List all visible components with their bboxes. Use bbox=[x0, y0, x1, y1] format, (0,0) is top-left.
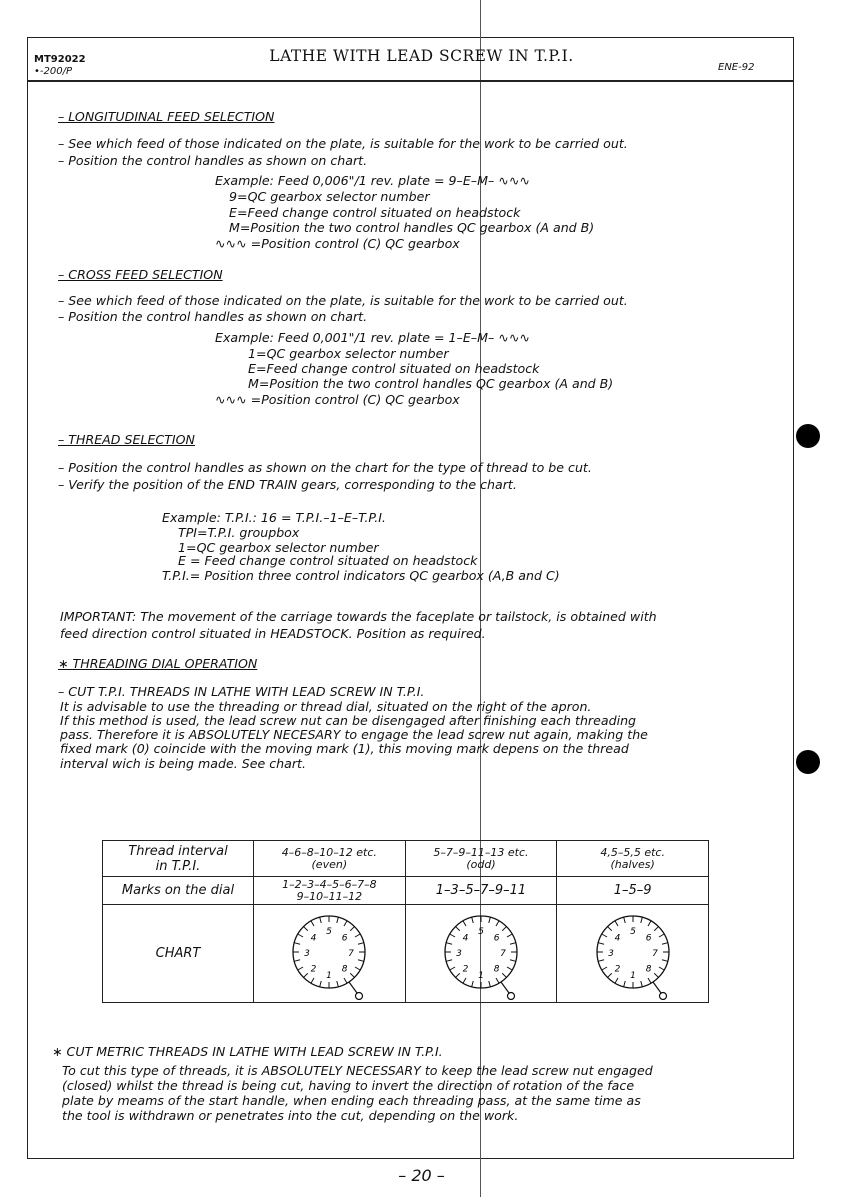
dial-tick bbox=[507, 934, 512, 937]
dial-tick bbox=[662, 959, 668, 961]
dial-tick bbox=[295, 959, 301, 961]
dial-tick bbox=[456, 926, 460, 930]
dial-tick bbox=[659, 967, 664, 970]
page-title: LATHE WITH LEAD SCREW IN T.P.I. bbox=[269, 47, 574, 65]
example-line: 1=QC gearbox selector number bbox=[178, 540, 379, 555]
cell-text: 9–10–11–12 bbox=[296, 889, 363, 903]
table-row bbox=[103, 841, 709, 877]
doc-code-main: MT92022 bbox=[34, 54, 86, 65]
dial-number: 2 bbox=[310, 964, 317, 975]
cell-text: in T.P.I. bbox=[155, 858, 201, 874]
dial-tick bbox=[601, 967, 606, 970]
text-line: – See which feed of those indicated on the plate, is suitable for the work to be carried out. bbox=[58, 136, 628, 151]
important-line: IMPORTANT: The movement of the carriage towards the faceplate or tailstock, is obtained with bbox=[60, 609, 657, 624]
thread-dial-table bbox=[102, 840, 709, 1003]
section-heading-metric: ∗ CUT METRIC THREADS IN LATHE WITH LEAD SCREW IN T.P.I. bbox=[52, 1044, 443, 1059]
example-line: T.P.I.= Position three control indicators QC gearbox (A,B and C) bbox=[162, 568, 560, 583]
cell-text: (halves) bbox=[610, 857, 655, 871]
page-number: – 20 – bbox=[398, 1166, 445, 1185]
dial-tick bbox=[507, 967, 512, 970]
dial-tick bbox=[598, 959, 604, 961]
dial-tick bbox=[654, 926, 658, 930]
text-line: fixed mark (0) coincide with the moving mark (1), this moving mark depens on the thread bbox=[60, 741, 629, 756]
dial-tick bbox=[351, 973, 355, 977]
dial-tick bbox=[311, 920, 314, 925]
dial-number: 3 bbox=[607, 948, 614, 959]
table-label-cell: Marks on the dial bbox=[103, 877, 254, 905]
dial-tick bbox=[489, 980, 491, 986]
dial-number: 6 bbox=[493, 932, 500, 943]
dial-tick bbox=[601, 934, 606, 937]
dial-number: 5 bbox=[478, 926, 484, 937]
dial-tick bbox=[298, 967, 303, 970]
dial-tick bbox=[295, 942, 301, 944]
section-heading-thread: – THREAD SELECTION bbox=[58, 432, 195, 447]
dial-number: 2 bbox=[462, 964, 469, 975]
table-row bbox=[103, 905, 709, 1003]
dial-tick bbox=[311, 977, 314, 982]
example-line: TPI=T.P.I. groupbox bbox=[178, 525, 300, 540]
dial-tick bbox=[654, 973, 658, 977]
cell-text: 1–2–3–4–5–6–7–8 bbox=[282, 877, 377, 891]
dial-tick bbox=[510, 959, 516, 961]
pointer-line bbox=[501, 982, 509, 993]
dial-tick bbox=[446, 942, 452, 944]
dial-tick bbox=[623, 917, 625, 923]
example-line: Example: Feed 0,006"/1 rev. plate = 9–E–M– ∿∿∿ bbox=[215, 173, 530, 188]
doc-ref: ENE-92 bbox=[718, 62, 755, 73]
dial-number: 8 bbox=[493, 964, 500, 975]
dial-number: 3 bbox=[304, 948, 311, 959]
dial-tick bbox=[496, 977, 499, 982]
fixed-mark bbox=[659, 992, 666, 999]
dial-tick bbox=[607, 926, 611, 930]
table-cell bbox=[254, 841, 406, 877]
dial-tick bbox=[648, 920, 651, 925]
text-line: the tool is withdrawn or penetrates into the cut, depending on the work. bbox=[62, 1108, 519, 1123]
dial-tick bbox=[304, 973, 308, 977]
example-line: E = Feed change control situated on headstock bbox=[178, 553, 478, 568]
dial-tick bbox=[598, 942, 604, 944]
dial-tick bbox=[450, 967, 455, 970]
dial-tick bbox=[355, 934, 360, 937]
dial-tick bbox=[648, 977, 651, 982]
table-cell bbox=[557, 841, 709, 877]
cell-text: 4,5–5,5 etc. bbox=[600, 845, 665, 859]
dial-number: 7 bbox=[348, 948, 355, 959]
dial-number: 1 bbox=[629, 970, 636, 981]
example-line: E=Feed change control situated on headstock bbox=[229, 205, 521, 220]
dial-tick bbox=[615, 920, 618, 925]
fixed-mark bbox=[507, 992, 514, 999]
dial-tick bbox=[463, 977, 466, 982]
table-cell bbox=[254, 877, 406, 905]
dial-tick bbox=[662, 942, 668, 944]
cell-text: (odd) bbox=[466, 857, 496, 871]
thread-dial-icon bbox=[426, 908, 536, 1000]
dial-tick bbox=[304, 926, 308, 930]
pointer-line bbox=[653, 982, 661, 993]
example-line: M=Position the two control handles QC gearbox (A and B) bbox=[248, 376, 614, 391]
dial-tick bbox=[446, 959, 452, 961]
dial-tick bbox=[320, 917, 322, 923]
table-cell bbox=[405, 841, 557, 877]
dial-tick bbox=[472, 917, 474, 923]
table-cell: 1–5–9 bbox=[557, 877, 709, 905]
dial-number: 7 bbox=[500, 948, 506, 959]
dial-tick bbox=[640, 917, 642, 923]
section-heading-longitudinal: – LONGITUDINAL FEED SELECTION bbox=[58, 109, 275, 124]
cell-text: 4–6–8–10–12 etc. bbox=[281, 845, 377, 859]
dial-number: 6 bbox=[645, 932, 652, 943]
dial-number: 6 bbox=[342, 932, 348, 943]
dial-number: 5 bbox=[326, 926, 333, 937]
dial-number: 1 bbox=[326, 970, 333, 981]
dial-tick bbox=[623, 980, 625, 986]
doc-code-sub: •-200/P bbox=[34, 66, 72, 77]
example-line: Example: Feed 0,001"/1 rev. plate = 1–E–M– ∿∿∿ bbox=[215, 330, 530, 345]
cell-text: (even) bbox=[311, 857, 348, 871]
dial-tick bbox=[355, 967, 360, 970]
dial-tick bbox=[607, 973, 611, 977]
dial-tick bbox=[615, 977, 618, 982]
dial-number: 4 bbox=[310, 932, 317, 943]
dial-number: 7 bbox=[651, 948, 658, 959]
dial-tick bbox=[640, 980, 642, 986]
dial-tick bbox=[298, 934, 303, 937]
dial-number: 1 bbox=[478, 970, 484, 981]
dial-tick bbox=[344, 920, 347, 925]
example-line: 9=QC gearbox selector number bbox=[229, 189, 430, 204]
table-label-cell bbox=[103, 841, 254, 877]
subheading: – CUT T.P.I. THREADS IN LATHE WITH LEAD SCREW IN T.P.I. bbox=[58, 684, 425, 699]
dial-tick bbox=[450, 934, 455, 937]
table-cell bbox=[557, 905, 709, 1003]
text-line: pass. Therefore it is ABSOLUTELY NECESARY to engage the lead screw nut again, making the bbox=[60, 727, 648, 742]
dial-number: 3 bbox=[456, 948, 462, 959]
dial-tick bbox=[344, 977, 347, 982]
text-line: plate by meams of the start handle, when ending each threading pass, at the same time as bbox=[62, 1093, 641, 1108]
text-line: – Position the control handles as shown on chart. bbox=[58, 309, 368, 324]
pointer-line bbox=[349, 982, 357, 993]
dial-number: 2 bbox=[614, 964, 620, 975]
example-line: Example: T.P.I.: 16 = T.P.I.–1–E–T.P.I. bbox=[162, 510, 386, 525]
dial-tick bbox=[337, 980, 339, 986]
dial-tick bbox=[502, 926, 506, 930]
fixed-mark bbox=[356, 992, 363, 999]
text-line: – Verify the position of the END TRAIN gears, corresponding to the chart. bbox=[58, 477, 517, 492]
section-heading-dial: ∗ THREADING DIAL OPERATION bbox=[58, 656, 258, 671]
example-line: ∿∿∿ =Position control (C) QC gearbox bbox=[215, 236, 460, 251]
table-row bbox=[103, 877, 709, 905]
punch-hole bbox=[796, 424, 820, 448]
text-line: If this method is used, the lead screw nut can be disengaged after finishing each threading bbox=[60, 713, 637, 728]
dial-tick bbox=[502, 973, 506, 977]
text-line: To cut this type of threads, it is ABSOLUTELY NECESSARY to keep the lead screw nut engaged bbox=[62, 1063, 653, 1078]
dial-tick bbox=[463, 920, 466, 925]
example-line: E=Feed change control situated on headstock bbox=[248, 361, 540, 376]
dial-tick bbox=[489, 917, 491, 923]
dial-tick bbox=[320, 980, 322, 986]
dial-tick bbox=[456, 973, 460, 977]
text-line: (closed) whilst the thread is being cut, having to invert the direction of rotation of the face bbox=[62, 1078, 635, 1093]
dial-tick bbox=[358, 959, 364, 961]
dial-tick bbox=[351, 926, 355, 930]
thread-dial-icon bbox=[578, 908, 688, 1000]
text-line: interval wich is being made. See chart. bbox=[60, 756, 306, 771]
table-cell: 1–3–5–7–9–11 bbox=[405, 877, 557, 905]
text-line: – Position the control handles as shown on the chart for the type of thread to be cut. bbox=[58, 460, 592, 475]
example-line: M=Position the two control handles QC gearbox (A and B) bbox=[229, 220, 595, 235]
important-line: feed direction control situated in HEADSTOCK. Position as required. bbox=[60, 626, 486, 641]
text-line: – Position the control handles as shown on chart. bbox=[58, 153, 368, 168]
text-line: – See which feed of those indicated on the plate, is suitable for the work to be carried out. bbox=[58, 293, 628, 308]
dial-tick bbox=[496, 920, 499, 925]
example-line: ∿∿∿ =Position control (C) QC gearbox bbox=[215, 392, 460, 407]
table-cell bbox=[405, 905, 557, 1003]
dial-tick bbox=[510, 942, 516, 944]
dial-tick bbox=[358, 942, 364, 944]
dial-tick bbox=[659, 934, 664, 937]
dial-number: 8 bbox=[342, 964, 348, 975]
dial-number: 4 bbox=[614, 932, 620, 943]
dial-number: 5 bbox=[629, 926, 636, 937]
section-heading-cross: – CROSS FEED SELECTION bbox=[58, 267, 223, 282]
thread-dial-icon bbox=[274, 908, 384, 1000]
cell-text: 5–7–9–11–13 etc. bbox=[433, 845, 529, 859]
dial-tick bbox=[472, 980, 474, 986]
dial-number: 4 bbox=[462, 932, 469, 943]
example-line: 1=QC gearbox selector number bbox=[248, 346, 449, 361]
punch-hole bbox=[796, 750, 820, 774]
table-label-cell: CHART bbox=[103, 905, 254, 1003]
header-rule bbox=[27, 80, 794, 82]
table-cell bbox=[254, 905, 406, 1003]
dial-number: 8 bbox=[645, 964, 652, 975]
dial-tick bbox=[337, 917, 339, 923]
text-line: It is advisable to use the threading or thread dial, situated on the right of the apron. bbox=[60, 699, 592, 714]
cell-text: Thread interval bbox=[128, 843, 228, 859]
